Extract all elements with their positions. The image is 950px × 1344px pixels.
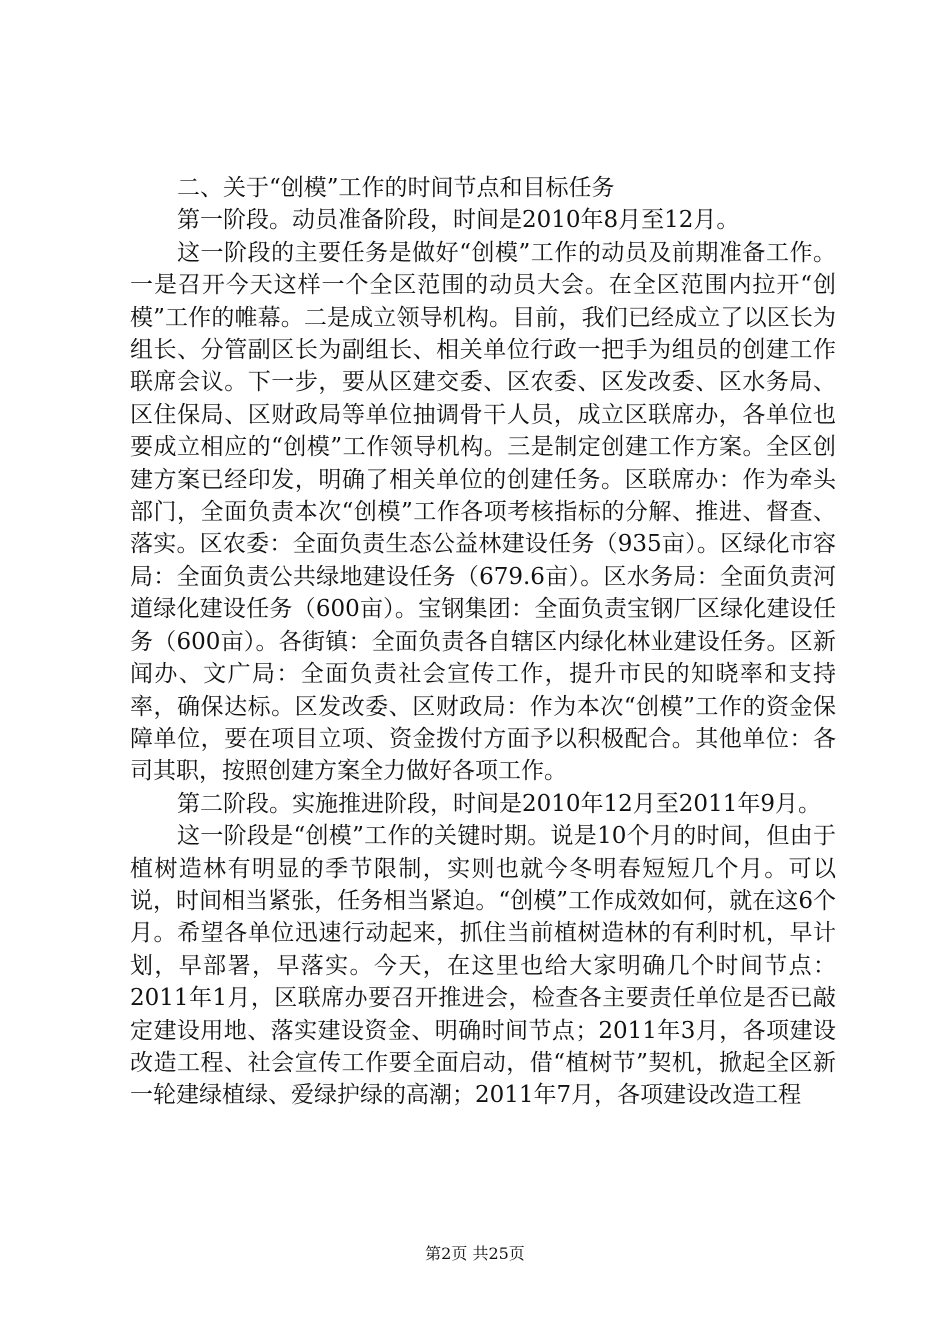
section-heading: 二、关于“创模”工作的时间节点和目标任务 xyxy=(177,175,615,201)
paragraph-stage-one-tasks: 这一阶段的主要任务是做好“创模”工作的动员及前期准备工作。一是召开今天这样一个全区范围的动员大会。在全区范围内拉开“创模”工作的帷幕。二是成立领导机构。目前，我们已经成立了以区长为组长、分管副区长为副组长、相关单位行政一把手为组员的创建工作联席会议。下一步，要从区建交委、区农委、区发改委、区水务局、区住保局、区财政局等单位抽调骨干人员，成立区联席办，各单位也要成立相应的“创模”工作领导机构。三是制定创建工作方案。全区创建方案已经印发，明确了相关单位的创建任务。区联席办：作为牵头部门，全面负责本次“创模”工作各项考核指标的分解、推进、督查、落实。区农委：全面负责生态公益林建设任务（935亩）。区绿化市容局：全面负责公共绿地建设任务（679.6亩）。区水务局：全面负责河道绿化建设任务（600亩）。宝钢集团：全面负责宝钢厂区绿化建设任务（600亩）。各街镇：全面负责各自辖区内绿化林业建设任务。区新闻办、文广局：全面负责社会宣传工作，提升市民的知晓率和支持率，确保达标。区发改委、区财政局：作为本次“创模”工作的资金保障单位，要在项目立项、资金拨付方面予以积极配合。其他单位：各司其职，按照创建方案全力做好各项工作。 xyxy=(130,239,836,785)
paragraph-stage-one: 第一阶段。动员准备阶段，时间是2010年8月至12月。 xyxy=(177,207,740,234)
page-footer: 第2页 共25页 xyxy=(425,1244,525,1263)
paragraph-stage-two: 第二阶段。实施推进阶段，时间是2010年12月至2011年9月。 xyxy=(177,790,821,817)
document-body xyxy=(130,172,836,1112)
paragraph-stage-two-tasks: 这一阶段是“创模”工作的关键时期。说是10个月的时间，但由于植树造林有明显的季节限制，实则也就今冬明春短短几个月。可以说，时间相当紧张，任务相当紧迫。“创模”工作成效如何，就在这6个月。希望各单位迅速行动起来，抓住当前植树造林的有利时机，早计划，早部署，早落实。今天，在这里也给大家明确几个时间节点：2011年1月，区联席办要召开推进会，检查各主要责任单位是否已敲定建设用地、落实建设资金、明确时间节点；2011年3月，各项建设改造工程、社会宣传工作要全面启动，借“植树节”契机，掀起全区新一轮建绿植绿、爱绿护绿的高潮；2011年7月，各项建设改造工程 xyxy=(130,823,836,1109)
